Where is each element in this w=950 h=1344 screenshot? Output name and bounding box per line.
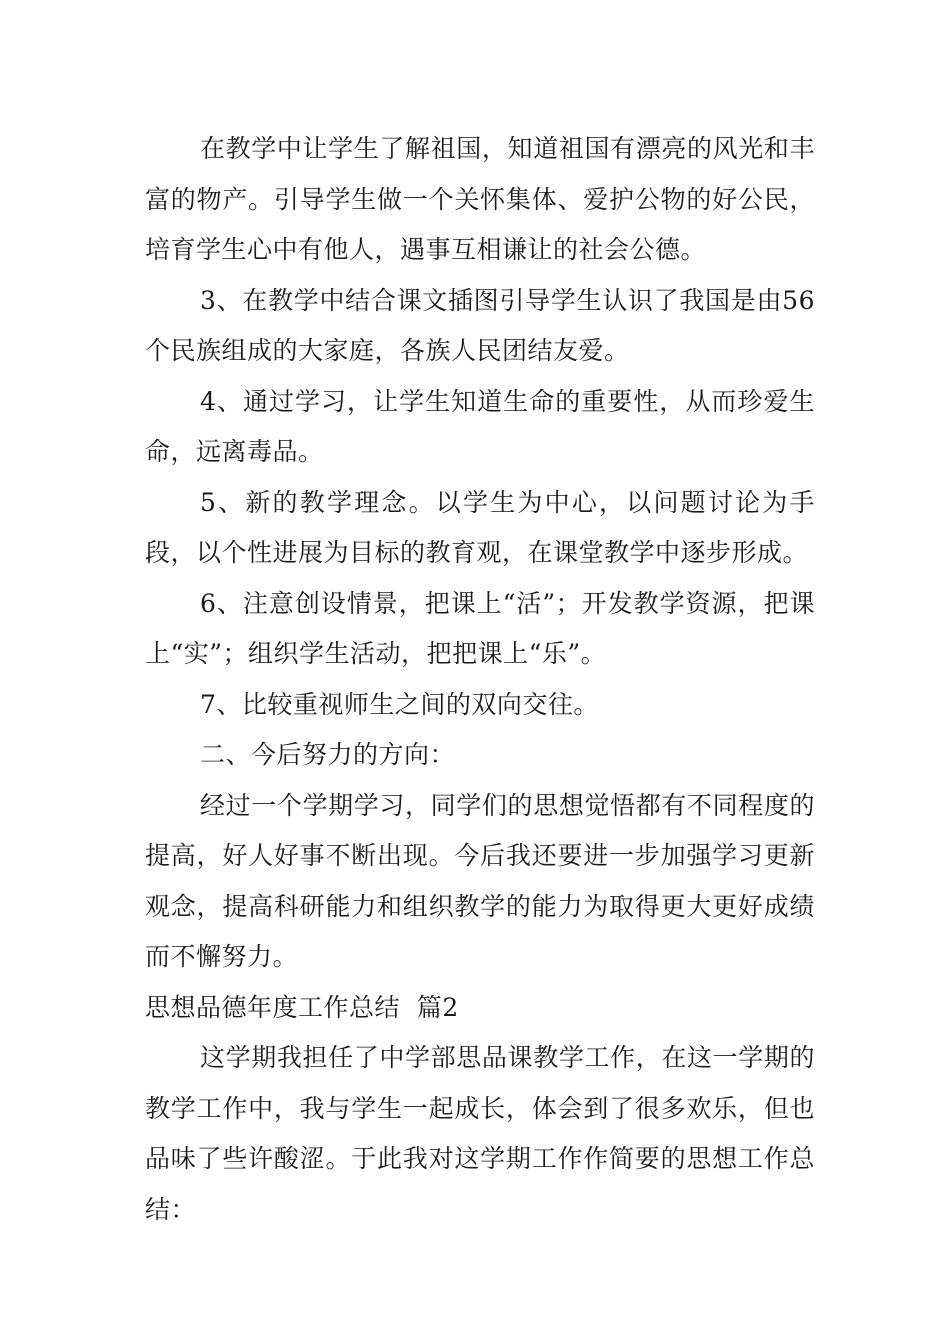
document-body <box>145 124 815 1235</box>
paragraph-item-4: 4、通过学习，让学生知道生命的重要性，从而珍爱生命，远离毒品。 <box>145 386 815 466</box>
paragraph-item-5: 5、新的教学理念。以学生为中心，以问题讨论为手段，以个性进展为目标的教育观，在课堂教学中逐步形成。 <box>145 487 815 567</box>
paragraph-future-effort: 经过一个学期学习，同学们的思想觉悟都有不同程度的提高，好人好事不断出现。今后我还要进一步加强学习更新观念，提高科研能力和组织教学的能力为取得更大更好成绩而不懈努力。 <box>145 790 815 971</box>
paragraph-item-6: 6、注意创设情景，把课上“活”；开发教学资源，把课上“实”；组织学生活动，把把课上“乐”。 <box>145 588 815 668</box>
paragraph-item-3: 3、在教学中结合课文插图引导学生认识了我国是由56个民族组成的大家庭，各族人民团结友爱。 <box>145 285 815 365</box>
paragraph-patriotism: 在教学中让学生了解祖国，知道祖国有漂亮的风光和丰富的物产。引导学生做一个关怀集体、爱护公物的好公民，培育学生心中有他人，遇事互相谦让的社会公德。 <box>145 134 815 264</box>
paragraph-intro-part-2: 这学期我担任了中学部思品课教学工作，在这一学期的教学工作中，我与学生一起成长，体会到了很多欢乐，但也品味了些许酸涩。于此我对这学期工作作简要的思想工作总结： <box>145 1043 815 1224</box>
paragraph-item-7: 7、比较重视师生之间的双向交往。 <box>200 689 599 719</box>
article-title-part-2: 思想品德年度工作总结 篇2 <box>145 992 459 1022</box>
section-heading-future-direction: 二、今后努力的方向： <box>200 740 456 769</box>
